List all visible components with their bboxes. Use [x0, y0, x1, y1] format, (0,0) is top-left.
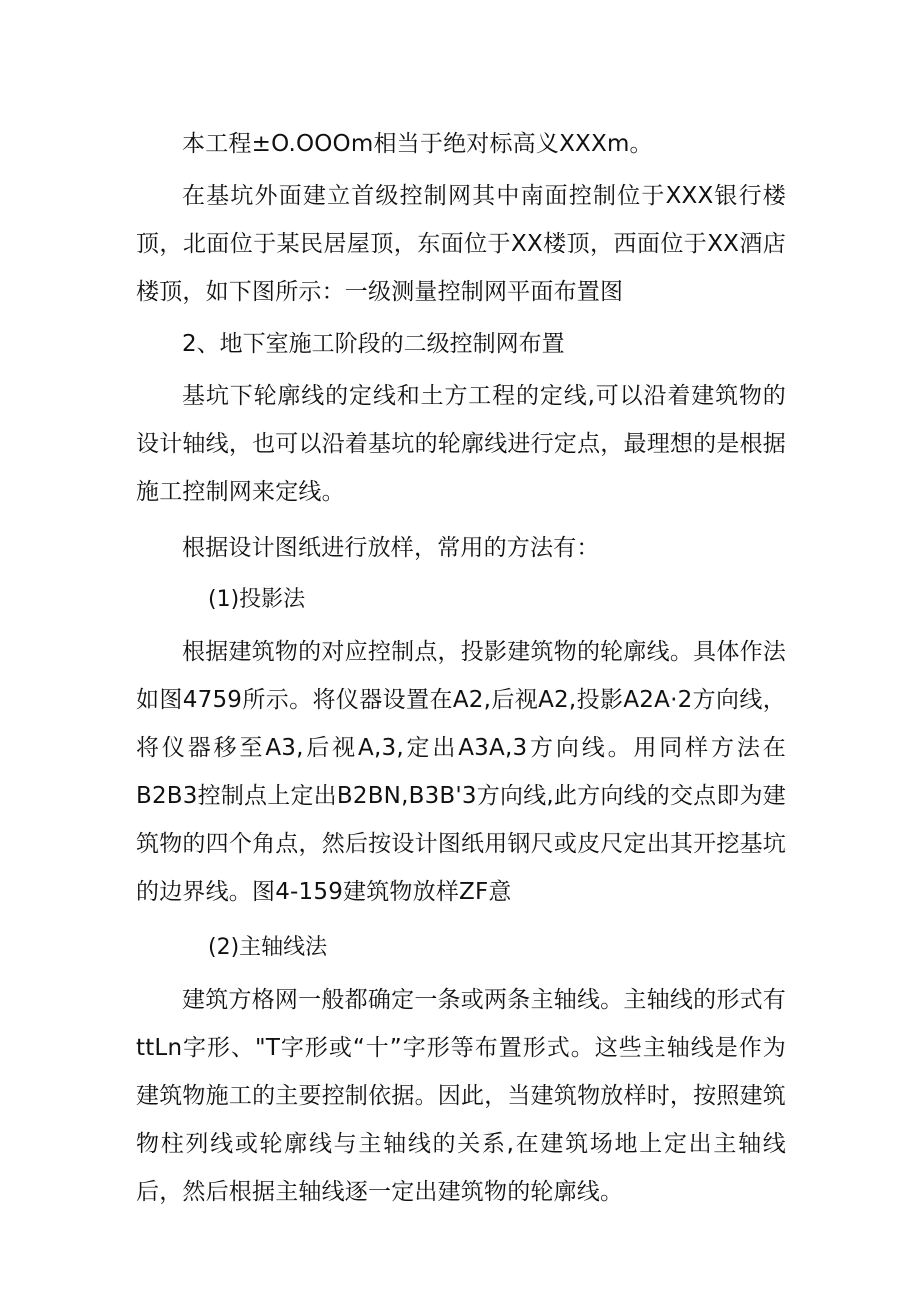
subheading-projection-method: (1)投影法 — [208, 587, 306, 612]
document-body — [136, 120, 786, 1216]
subheading-main-axis-method: (2)主轴线法 — [208, 935, 328, 960]
paragraph-elevation: 本工程±O.OOOm相当于绝对标高义XXXm。 — [182, 131, 653, 157]
paragraph-projection-method: 根据建筑物的对应控制点，投影建筑物的轮廓线。具体作法如图4759所示。将仪器设置在A2,后视A2,投影A2A·2方向线，将仪器移至A3,后视A,3,定出A3A,3方向线。用同样方法在B2B3控制点上定出B2BN,B3B'3方向线,此方向线的交点即为建筑物的四个角点，然后按设计图纸用钢尺或皮尺定出其开挖基坑的边界线。图4-159建筑物放样ZF意 — [136, 639, 786, 905]
section-heading: 2、地下室施工阶段的二级控制网布置 — [182, 331, 565, 357]
paragraph-contour-line: 基坑下轮廓线的定线和土方工程的定线,可以沿着建筑物的设计轴线，也可以沿着基坑的轮廓线进行定点，最理想的是根据施工控制网来定线。 — [136, 383, 786, 505]
paragraph-methods-intro: 根据设计图纸进行放样，常用的方法有： — [182, 535, 600, 561]
paragraph-control-network: 在基坑外面建立首级控制网其中南面控制位于XXX银行楼顶，北面位于某民居屋顶，东面位于XX楼顶，西面位于XX酒店楼顶，如下图所示：一级测量控制网平面布置图 — [136, 183, 786, 305]
paragraph-main-axis-method: 建筑方格网一般都确定一条或两条主轴线。主轴线的形式有ttLn字形、"T字形或“十”字形等布置形式。这些主轴线是作为建筑物施工的主要控制依据。因此，当建筑物放样时，按照建筑物柱列线或轮廓线与主轴线的关系,在建筑场地上定出主轴线后，然后根据主轴线逐一定出建筑物的轮廓线。 — [136, 987, 786, 1205]
